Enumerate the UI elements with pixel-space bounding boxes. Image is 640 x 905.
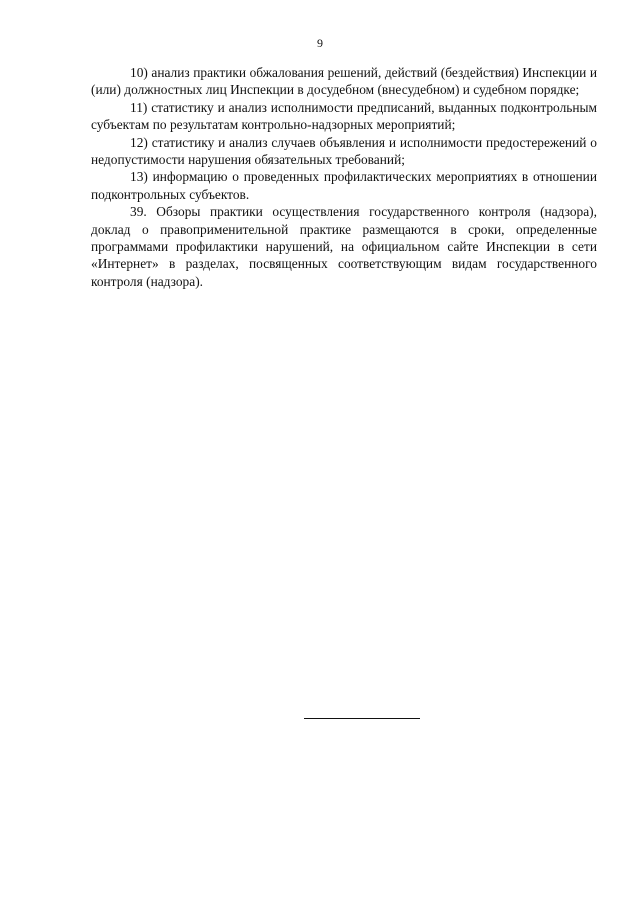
paragraph-section-39: 39. Обзоры практики осуществления государственного контроля (надзора), доклад о правоприменительной практике размещаются в сроки, определенные программами профилактики нарушений, на официальном сайте Инспекции в сети «Интернет» в разделах, посвященных соответствующим видам государственного контроля (надзора). [91, 204, 597, 289]
document-body [91, 64, 597, 290]
paragraph-item-12: 12) статистику и анализ случаев объявления и исполнимости предостережений о недопустимости нарушения обязательных требований; [91, 134, 597, 168]
paragraph-item-11: 11) статистику и анализ исполнимости предписаний, выданных подконтрольным субъектам по результатам контрольно-надзорных мероприятий; [91, 99, 597, 133]
page-number: 9 [317, 36, 323, 50]
paragraph-item-13: 13) информацию о проведенных профилактических мероприятиях в отношении подконтрольных субъектов. [91, 169, 597, 202]
paragraph-item-10: 10) анализ практики обжалования решений, действий (бездействия) Инспекции и (или) должностных лиц Инспекции в досудебном (внесудебном) и судебном порядке; [91, 65, 597, 98]
end-separator-line [304, 718, 420, 719]
